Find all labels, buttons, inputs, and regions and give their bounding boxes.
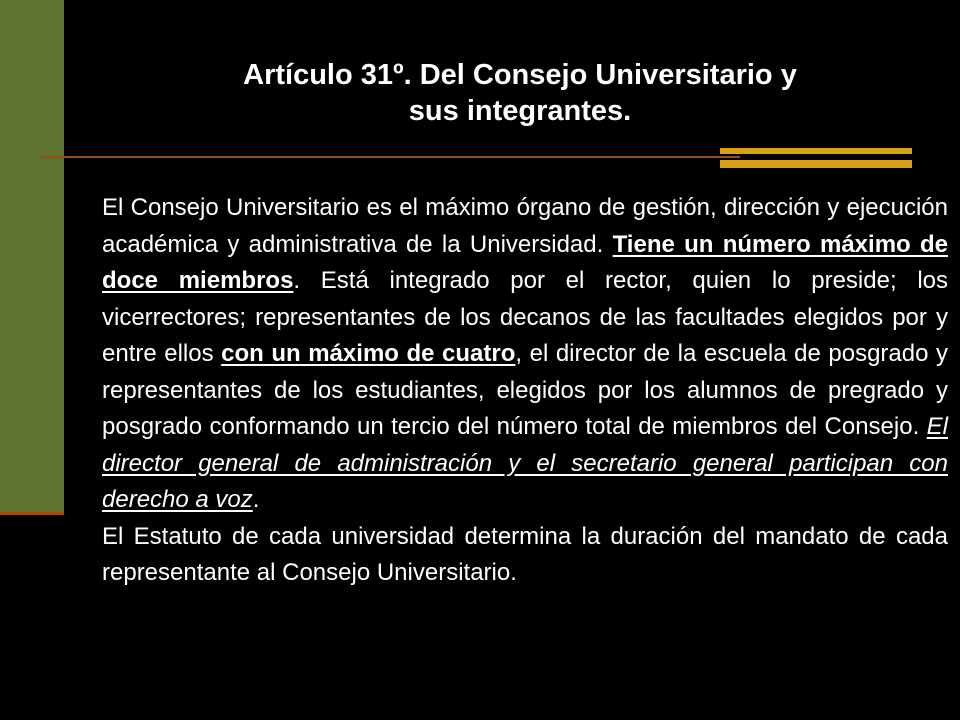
emphasis-voice-right: El director general de administración y el secretario general participan con derecho a voz [102,413,948,513]
title-accent-bars [720,148,912,168]
slide-title [140,58,900,129]
side-decoration-bar [0,0,64,515]
paragraph-1-text-a: El Consejo Universitario es el máximo órgano de gestión, dirección y ejecución académica y administrativa de la Universidad. [102,194,948,258]
slide-title-line-1: Artículo 31º. Del Consejo Universitario y [243,59,797,91]
paragraph-1-text-c: , el director de la escuela de posgrado y representantes de los estudiantes, elegidos por los alumnos de pregrado y posgrado conformando un tercio del número total de miembros del Consejo. [102,340,948,440]
title-divider-line [40,156,740,158]
accent-bar-bottom [720,160,912,168]
body-paragraph-2: El Estatuto de cada universidad determina la duración del mandato de cada representante al Consejo Universitario. [102,522,948,586]
paragraph-1-text-b: . Está integrado por el rector, quien lo preside; los vicerrectores; representantes de los decanos de las facultades elegidos por y entre ellos [102,267,948,367]
slide-title-line-2: sus integrantes. [408,94,632,127]
slide-body [102,190,948,592]
paragraph-1-text-d: . [252,486,260,513]
emphasis-max-four: con un máximo de cuatro [221,340,516,367]
body-paragraph-1 [102,190,948,519]
accent-bar-top [720,148,912,154]
emphasis-max-members: Tiene un número máximo de doce miembros [102,230,948,294]
